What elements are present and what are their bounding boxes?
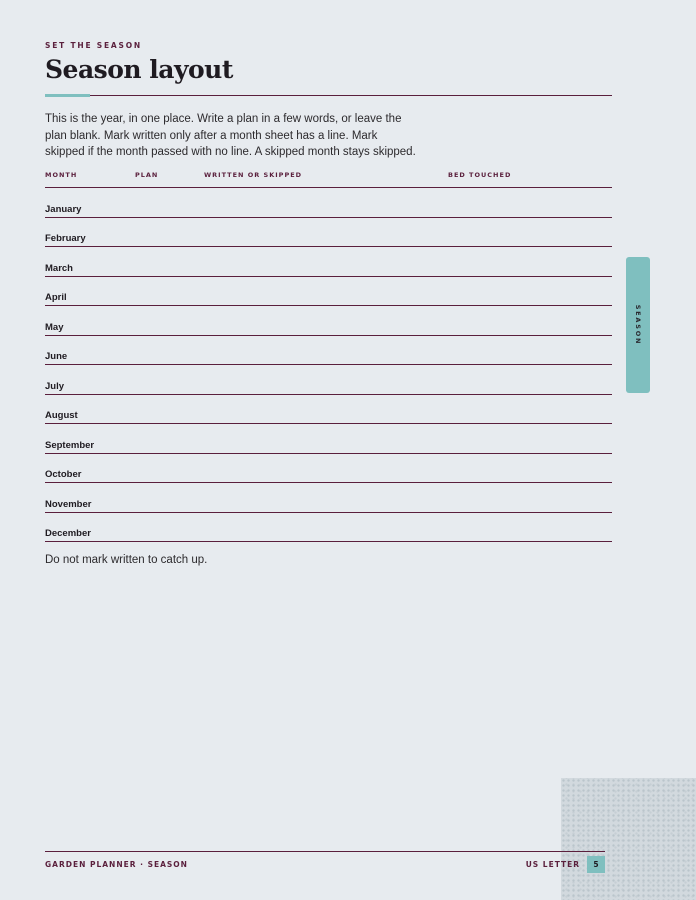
title-divider bbox=[45, 95, 612, 96]
table-row[interactable] bbox=[45, 188, 612, 218]
table-row[interactable] bbox=[45, 247, 612, 277]
section-side-tab[interactable] bbox=[626, 257, 650, 393]
column-header-month: MONTH bbox=[45, 171, 78, 179]
month-label: October bbox=[45, 469, 82, 480]
table-row[interactable] bbox=[45, 277, 612, 307]
page-number-badge: 5 bbox=[587, 856, 605, 873]
month-label: July bbox=[45, 380, 65, 392]
table-row[interactable] bbox=[45, 424, 612, 454]
intro-paragraph: This is the year, in one place. Write a plan in a few words, or leave the plan blank. Mark written only after a month sheet has a line. Mark skipped if the month passed with no line. A skipped month stays skipped. bbox=[45, 113, 416, 158]
month-label: September bbox=[45, 439, 95, 451]
table-row[interactable] bbox=[45, 365, 612, 395]
column-header-plan: PLAN bbox=[135, 171, 159, 179]
month-label: May bbox=[45, 321, 64, 333]
footnote: Do not mark written to catch up. bbox=[45, 554, 208, 566]
title-accent-bar bbox=[45, 94, 90, 97]
month-label: November bbox=[45, 498, 92, 510]
decorative-texture bbox=[561, 778, 696, 900]
table-row[interactable] bbox=[45, 454, 612, 484]
table-row[interactable] bbox=[45, 395, 612, 425]
month-label: June bbox=[45, 351, 68, 362]
season-table bbox=[45, 188, 612, 542]
month-label: April bbox=[45, 292, 67, 303]
month-label: February bbox=[45, 233, 86, 244]
table-row[interactable] bbox=[45, 218, 612, 248]
table-row[interactable] bbox=[45, 336, 612, 366]
page-title: Season layout bbox=[45, 55, 233, 84]
table-row[interactable] bbox=[45, 306, 612, 336]
month-label: December bbox=[45, 528, 91, 539]
footer-divider bbox=[45, 851, 605, 852]
column-header-bed-touched: BED TOUCHED bbox=[448, 171, 512, 179]
footer-paper-size: US LETTER bbox=[525, 860, 580, 869]
footer-title: GARDEN PLANNER · SEASON bbox=[45, 860, 188, 869]
section-eyebrow: SET THE SEASON bbox=[45, 41, 142, 50]
table-row[interactable] bbox=[45, 483, 612, 513]
month-label: August bbox=[45, 410, 78, 421]
column-header-written-or-skipped: WRITTEN OR SKIPPED bbox=[204, 171, 303, 179]
month-label: January bbox=[45, 203, 82, 215]
table-row[interactable] bbox=[45, 513, 612, 543]
month-label: March bbox=[45, 262, 73, 274]
side-tab-label: SEASON bbox=[634, 304, 642, 346]
